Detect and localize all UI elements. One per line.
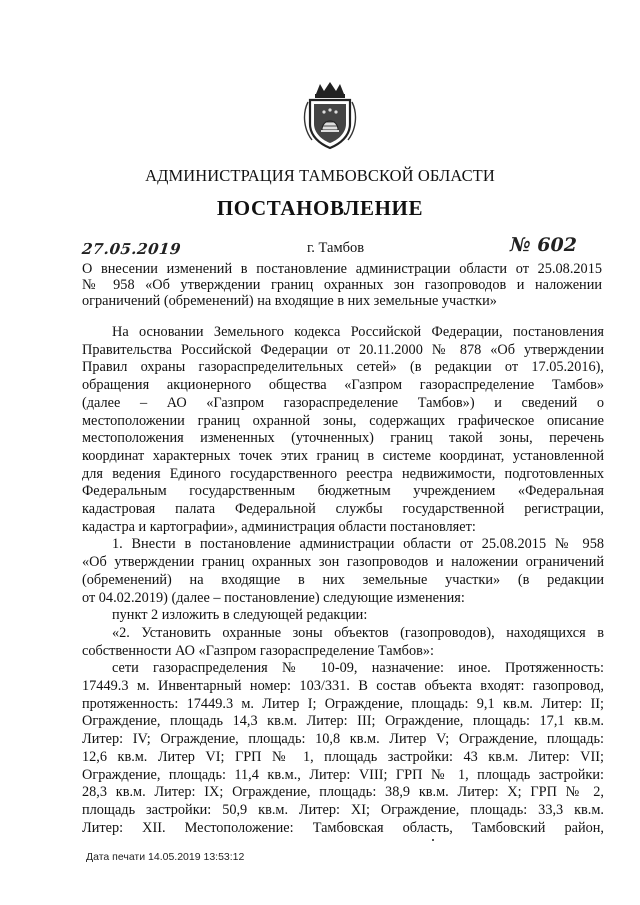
scan-speck [432, 839, 434, 841]
organization-name: АДМИНИСТРАЦИЯ ТАМБОВСКОЙ ОБЛАСТИ [145, 166, 495, 185]
body-line: местоположении границ охранной зоны, содержащих графическое описание [82, 412, 604, 429]
document-number: № 602 [510, 234, 577, 256]
body-line: На основании Земельного кодекса Российской Федерации, постановления [112, 324, 604, 340]
document-subject [82, 262, 602, 309]
body-line: собственности АО «Газпром газораспределение Тамбов»: [82, 642, 434, 659]
body-line: «2. Установить охранные зоны объектов (газопроводов), находящихся в [112, 624, 604, 641]
body-line: «Об утверждении границ охранных зон газопроводов и наложении ограничений [82, 554, 604, 571]
document-body [82, 324, 604, 837]
body-line: (обременений) на входящие в них земельные участки» (в редакции [82, 571, 604, 588]
body-line: Литер: XII. Местоположение: Тамбовская область, Тамбовский район, [82, 819, 604, 836]
body-line: Литер: IV; Ограждение, площадь: 10,8 кв.м. Литер V; Ограждение, площадь: [82, 731, 604, 748]
body-line: 17449.3 м. Инвентарный номер: 103/331. В состав объекта входят: газопровод, [82, 678, 604, 695]
document-date: 27.05.2019 [81, 240, 182, 258]
body-line: координат характерных точек этих границ в системе координат, установленной [82, 447, 604, 464]
body-line: Правил охраны газораспределительных сетей» (в редакции от 17.05.2016), [82, 359, 604, 376]
body-line: пункт 2 изложить в следующей редакции: [112, 607, 368, 624]
body-line: Правительства Российской Федерации от 20.11.2000 № 878 «Об утверждении [82, 341, 604, 358]
body-line: сети газораспределения № 10-09, назначение: иное. Протяженность: [112, 660, 604, 677]
document-type-title: ПОСТАНОВЛЕНИЕ [216, 196, 424, 220]
body-line: от 04.02.2019) (далее – постановление) следующие изменения: [82, 589, 465, 606]
body-line: 12,6 кв.м. Литер VI; ГРП № 1, площадь застройки: 43 кв.м. Литер: VII; [82, 748, 604, 765]
print-date-footer: Дата печати 14.05.2019 13:53:12 [86, 851, 245, 863]
body-line: обращения акционерного общества «Газпром газораспределение Тамбов» [82, 377, 604, 394]
body-line: местоположения измененных (уточненных) границ такой зоны, перечень [82, 430, 604, 447]
body-line: (далее – АО «Газпром газораспределение Тамбов») и сведений о [82, 394, 604, 411]
body-line: кадастра и картографии», администрация области постановляет: [82, 518, 476, 535]
body-line: 28,3 кв.м. Литер: IX; Ограждение, площадь: 38,9 кв.м. Литер: X; ГРП № 2, [82, 784, 604, 801]
body-line: для ведения Единого государственного реестра недвижимости, подготовленных [82, 465, 604, 482]
document-city: г. Тамбов [307, 240, 365, 256]
body-line: Ограждение, площадь: 11,4 кв.м., Литер: VIII; ГРП № 1, площадь застройки: [82, 766, 604, 783]
body-line: Ограждение, площадь 14,3 кв.м. Литер: III; Ограждение, площадь: 17,1 кв.м. [82, 713, 604, 730]
subject-line: О внесении изменений в постановление администрации области от 25.08.2015 [82, 262, 602, 277]
body-line: протяженность: 17449.3 м. Литер I; Ограждение, площадь: 9,1 кв.м. Литер: II; [82, 695, 604, 712]
body-line: площадь застройки: 50,9 кв.м. Литер: XI; Ограждение, площадь: 33,3 кв.м. [82, 801, 604, 818]
body-line: Федеральным государственным бюджетным учреждением «Федеральная [82, 483, 604, 500]
coat-of-arms-icon [302, 80, 358, 150]
subject-line: ограничений (обременений) на входящие в них земельные участки» [82, 293, 497, 309]
body-line: 1. Внести в постановление администрации области от 25.08.2015 № 958 [112, 536, 604, 553]
body-line: кадастровая палата Федеральной службы государственной регистрации, [82, 501, 604, 518]
subject-line: № 958 «Об утверждении границ охранных зон газопроводов и наложении [82, 277, 602, 293]
